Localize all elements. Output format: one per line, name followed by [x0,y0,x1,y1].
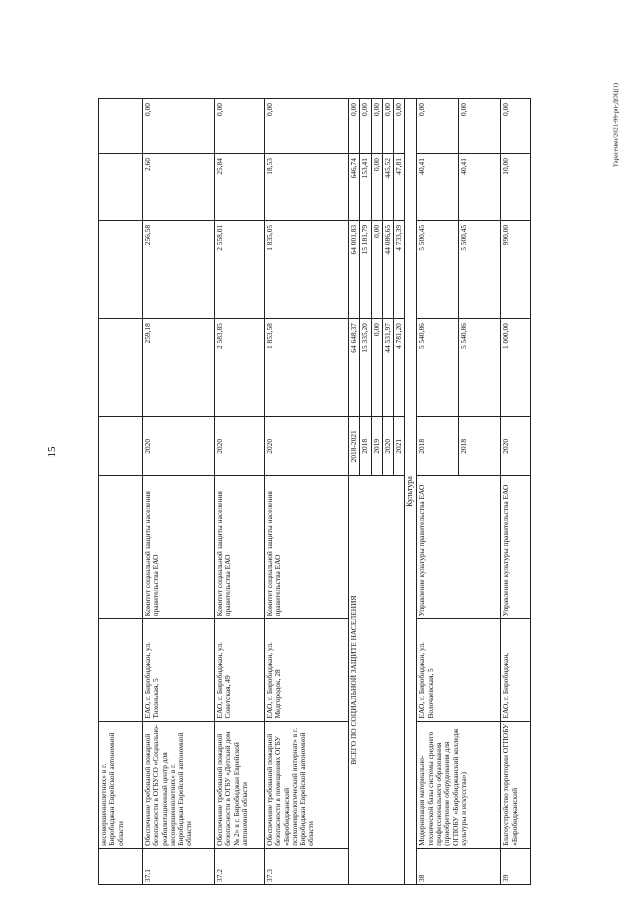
cell-v4: 0,00 [215,99,265,154]
table-row-39 [501,99,531,885]
cell-v4 [99,99,143,154]
cell-v3: 18,53 [265,154,349,221]
cell-v2: 5 500,45 [459,220,501,318]
cell-v2: 990,00 [501,220,531,318]
cell-v2: 4 733,39 [394,220,405,318]
cell-org: Комитет социальной защиты населения правительства ЕАО [265,476,349,619]
cell-year: 2021 [394,417,405,476]
cell-year: 2020 [501,417,531,476]
cell-num: 39 [501,848,531,884]
cell-v4: 0,00 [371,99,382,154]
cell-year: 2020 [215,417,265,476]
cell-v4: 0,00 [417,99,459,154]
section-title: Культура [405,99,417,885]
page-number: 15 [46,446,58,458]
cell-v4: 0,00 [360,99,371,154]
cell-name: Обеспечение требований пожарной безопасности в ОГБУ «Детский дом № 2» в г. Биробиджан Еврейской автономной области [215,721,265,848]
cell-v4: 0,00 [349,99,360,154]
cell-v2: 0,00 [371,220,382,318]
cell-v3: 445,52 [382,154,393,221]
table-row-37-1 [143,99,215,885]
cell-v1: 15 335,20 [360,319,371,417]
table-rotated [98,98,519,885]
cell-num: 37.1 [143,848,215,884]
cell-v1: 64 648,37 [349,319,360,417]
cell-v1: 259,18 [143,319,215,417]
cell-year: 2019 [371,417,382,476]
table-row-37-2 [215,99,265,885]
table-row-38 [417,99,459,885]
cell-v2: 44 086,65 [382,220,393,318]
cell-address [99,619,143,721]
section-row [405,99,417,885]
cell-v4: 0,00 [382,99,393,154]
cell-v3: 2,60 [143,154,215,221]
total-label: ВСЕГО ПО СОЦИАЛЬНОЙ ЗАЩИТЕ НАСЕЛЕНИЯ [349,476,405,885]
cell-name: несовершеннолетних» в г. Биробиджан Еврейской автономной области [99,721,143,848]
cell-v3: 646,74 [349,154,360,221]
cell-v2: 256,58 [143,220,215,318]
cell-year: 2020 [265,417,349,476]
cell-address: ЕАО, г. Биробиджан, [501,619,531,721]
cell-v3: 0,00 [371,154,382,221]
cell-v1: 2 583,85 [215,319,265,417]
cell-year: 2020 [382,417,393,476]
cell-num [99,848,143,884]
cell-num: 37.3 [265,848,349,884]
table-row-cont [99,99,143,885]
cell-v1: 1 853,58 [265,319,349,417]
cell-org [99,476,143,619]
cell-v2: 1 835,05 [265,220,349,318]
cell-v2: 64 001,83 [349,220,360,318]
document-code: Тарасенко/2021-99-рп-ДОЦ(1) [612,82,620,168]
cell-v3 [99,154,143,221]
cell-v3: 10,00 [501,154,531,221]
cell-v2 [99,220,143,318]
cell-org: Комитет социальной защиты населения правительства ЕАО [143,476,215,619]
cell-v4: 0,00 [265,99,349,154]
cell-v3: 153,41 [360,154,371,221]
cell-v3: 40,41 [417,154,459,221]
cell-address: ЕАО, г. Биробиджан, ул. Волочаевская, 5 [417,619,501,721]
cell-v3: 47,81 [394,154,405,221]
cell-org: Управление культуры правительства ЕАО [417,476,501,619]
cell-year: 2018 [360,417,371,476]
cell-v2: 2 558,01 [215,220,265,318]
cell-year: 2018 [417,417,459,476]
cell-year: 2020 [143,417,215,476]
cell-num: 38 [417,848,501,884]
program-table [98,98,531,885]
table-row-37-3 [265,99,349,885]
cell-v1 [99,319,143,417]
cell-v3: 25,84 [215,154,265,221]
cell-address: ЕАО, г. Биробиджан, ул. Тихонькая, 5 [143,619,215,721]
table-viewport [98,98,519,885]
total-row [349,99,360,885]
cell-org: Комитет социальной защиты населения правительства ЕАО [215,476,265,619]
cell-v4: 0,00 [143,99,215,154]
cell-year: 2018 [459,417,501,476]
cell-v4: 0,00 [501,99,531,154]
cell-v1: 1 000,00 [501,319,531,417]
cell-year: 2018-2021 [349,417,360,476]
cell-address: ЕАО, г. Биробиджан, ул. Советская, 49 [215,619,265,721]
cell-name: Модернизация материально-технической базы системы среднего профессионального образования (приобретение оборудования для ОГПОБУ «Биробиджанский колледж культуры и искусства») [417,721,501,848]
cell-v2: 15 181,79 [360,220,371,318]
cell-v4: 0,00 [394,99,405,154]
cell-v1: 4 781,20 [394,319,405,417]
cell-name: Обеспечение требований пожарной безопасности в помещениях ОГБУ «Биробиджанский психоневрологический интернат» в г. Биробиджан Еврейской автономной области [265,721,349,848]
cell-name: Благоустройство территории ОГПОБУ «Биробиджанский [501,721,531,848]
cell-org: Управление культуры правительства ЕАО [501,476,531,619]
cell-v4: 0,00 [459,99,501,154]
cell-year [99,417,143,476]
cell-v1: 5 540,86 [417,319,459,417]
cell-v1: 5 540,86 [459,319,501,417]
cell-address: ЕАО, г. Биробиджан, ул. Медгородок, 28 [265,619,349,721]
cell-v2: 5 500,45 [417,220,459,318]
cell-num: 37.2 [215,848,265,884]
cell-v3: 40,41 [459,154,501,221]
cell-v1: 44 531,97 [382,319,393,417]
cell-v1: 0,00 [371,319,382,417]
cell-name: Обеспечение требований пожарной безопасности в ОГБУСО «Социально-реабилитационный центр для несовершеннолетних» в г. Биробиджан Еврейской автономной области [143,721,215,848]
